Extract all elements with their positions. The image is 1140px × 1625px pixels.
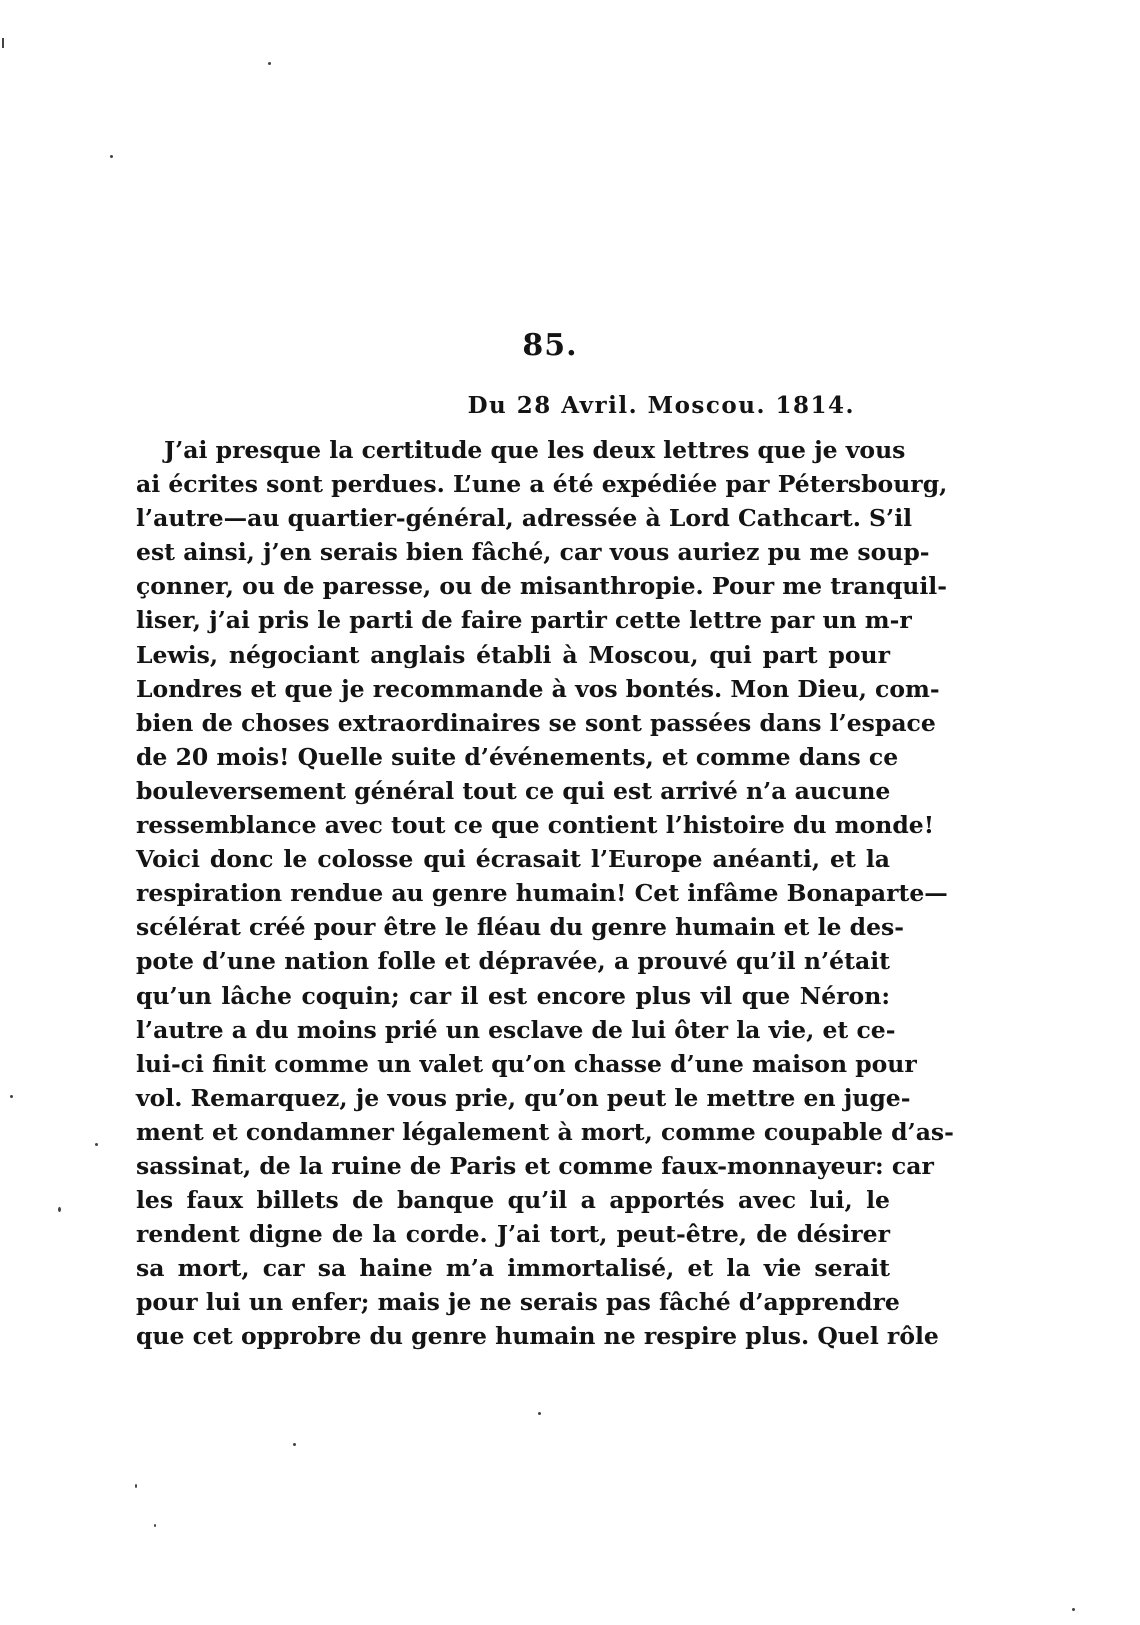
text-line: respiration rendue au genre humain! Cet infâme Bonaparte—	[136, 879, 948, 908]
text-line: vol. Remarquez, je vous prie, qu’on peut le mettre en juge-	[136, 1083, 911, 1112]
text-line: bien de choses extraordinaires se sont passées dans l’espace	[136, 708, 936, 737]
letter-number: 85.	[522, 328, 578, 363]
text-line: lui-ci finit comme un valet qu’on chasse d’une maison pour	[136, 1049, 917, 1078]
scan-speck	[538, 1412, 541, 1415]
text-line: l’autre—au quartier-général, adressée à Lord Cathcart. S’il	[136, 504, 913, 533]
text-line: Londres et que je recommande à vos bontés. Mon Dieu, com-	[136, 674, 940, 703]
text-line: rendent digne de la corde. J’ai tort, peut-être, de désirer	[136, 1220, 890, 1249]
scan-speck	[1072, 1608, 1075, 1611]
text-line: J’ai presque la certitude que les deux lettres que je vous	[164, 436, 906, 464]
text-line: sassinat, de la ruine de Paris et comme faux-monnayeur: car	[136, 1151, 934, 1180]
text-line: est ainsi, j’en serais bien fâché, car vous auriez pu me soup-	[136, 538, 930, 567]
text-line: çonner, ou de paresse, ou de misanthropie. Pour me tranquil-	[136, 572, 947, 601]
text-line: l’autre a du moins prié un esclave de lui ôter la vie, et ce-	[136, 1015, 896, 1044]
letter-body	[136, 433, 954, 1354]
text-line: pote d’une nation folle et dépravée, a prouvé qu’il n’était	[136, 947, 890, 976]
text-line: que cet opprobre du genre humain ne respire plus. Quel rôle	[136, 1322, 939, 1351]
text-line: Voici donc le colosse qui écrasait l’Europe anéanti, et la	[136, 845, 890, 874]
scan-speck	[58, 1207, 61, 1212]
text-line: bouleversement général tout ce qui est arrivé n’a aucune	[136, 776, 891, 805]
text-line: ressemblance avec tout ce que contient l’histoire du monde!	[136, 811, 935, 840]
text-line: de 20 mois! Quelle suite d’événements, et comme dans ce	[136, 742, 899, 771]
scan-speck	[2, 38, 4, 48]
scan-speck	[110, 155, 113, 158]
scan-speck	[10, 1095, 13, 1098]
text-line: ment et condamner légalement à mort, comme coupable d’as-	[136, 1117, 954, 1146]
text-line: Lewis, négociant anglais établi à Moscou, qui part pour	[136, 640, 890, 669]
text-line: ai écrites sont perdues. L’une a été expédiée par Pétersbourg,	[136, 470, 948, 499]
scan-speck	[135, 1484, 137, 1488]
scan-speck	[293, 1443, 296, 1446]
scan-speck	[95, 1143, 98, 1146]
text-line: scélérat créé pour être le fléau du genre humain et le des-	[136, 913, 905, 942]
text-line: sa mort, car sa haine m’a immortalisé, et la vie serait	[136, 1254, 890, 1283]
text-line: qu’un lâche coquin; car il est encore plus vil que Néron:	[136, 981, 890, 1010]
text-line: les faux billets de banque qu’il a apportés avec lui, le	[136, 1186, 890, 1215]
scan-speck	[154, 1524, 156, 1527]
scan-speck	[268, 62, 271, 65]
dateline: Du 28 Avril. Moscou. 1814.	[467, 392, 855, 419]
text-line: pour lui un enfer; mais je ne serais pas fâché d’apprendre	[136, 1288, 900, 1317]
text-line: liser, j’ai pris le parti de faire partir cette lettre par un m-r	[136, 606, 912, 635]
